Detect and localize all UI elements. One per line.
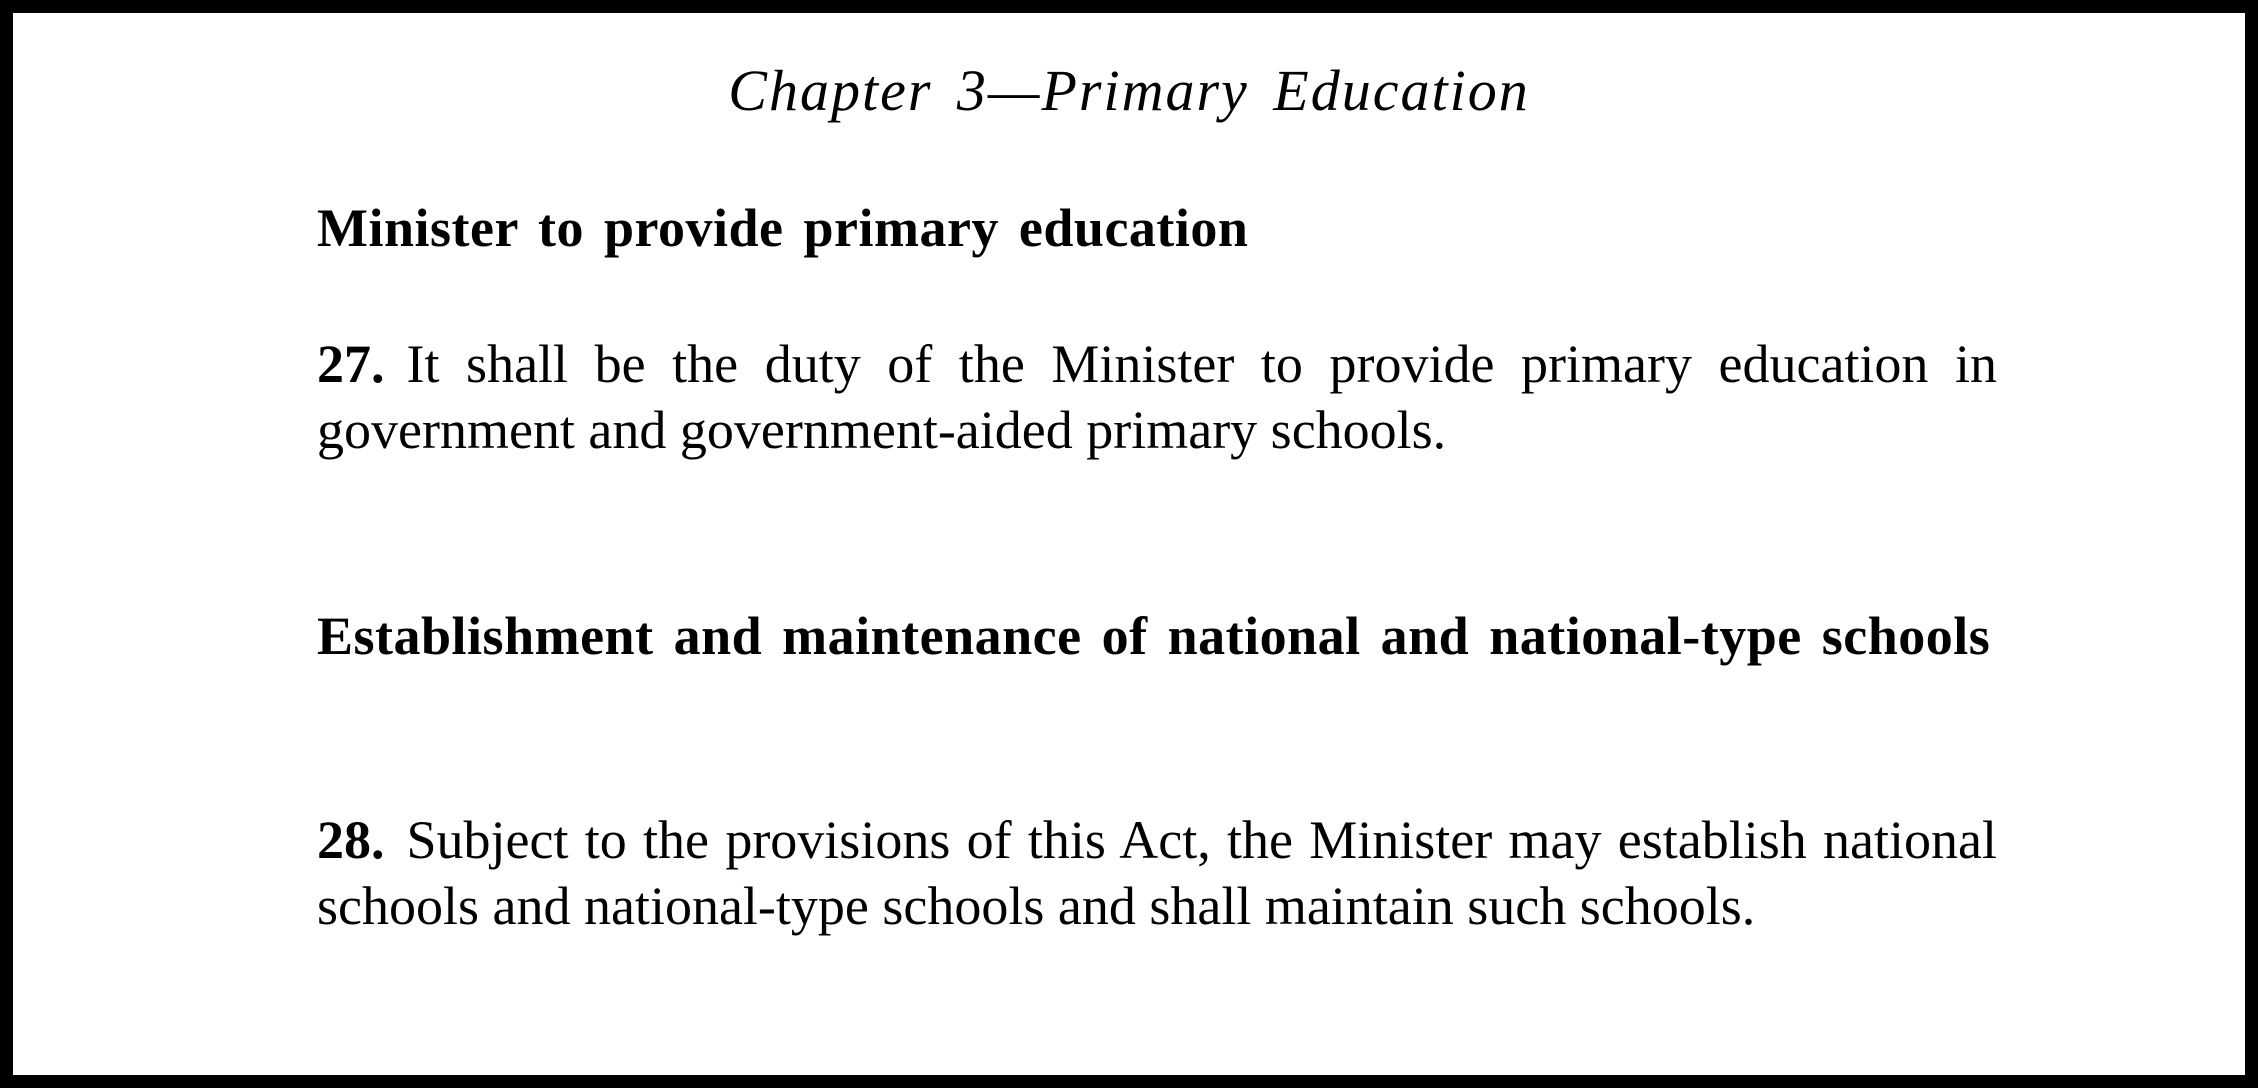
section-28-text: Subject to the provisions of this Act, the Minister may establish national schools and national-type schools and shall maintain such schools. (317, 810, 1997, 936)
section-number-27: 27. (317, 334, 385, 394)
section-heading-28: Establishment and maintenance of national and national-type schools (317, 606, 1991, 666)
section-heading-27: Minister to provide primary education (317, 198, 1249, 258)
section-number-28: 28. (317, 810, 385, 870)
section-27-paragraph (317, 331, 1997, 463)
document-page (13, 13, 2245, 1075)
section-28-paragraph (317, 807, 1997, 939)
chapter-title: Chapter 3—Primary Education (728, 58, 1530, 123)
section-27-text: It shall be the duty of the Minister to provide primary education in government and government-aided primary schools. (317, 334, 1997, 460)
